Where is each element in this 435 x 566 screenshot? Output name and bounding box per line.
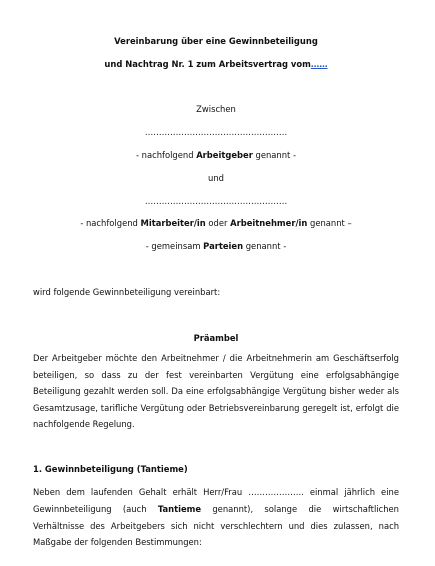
section-1-line-2-post: genannt), solange die wirtschaftlichen (201, 504, 399, 514)
preamble-line-2: beteiligen, so dass zu der fest vereinbarten Vergütung eine erfolgsabhängige (33, 370, 399, 380)
preamble-heading: Präambel (193, 333, 239, 343)
document-title (33, 36, 399, 47)
employee-placeholder (33, 196, 399, 207)
employer-dots: …………………………………………… (144, 127, 288, 137)
employee-suffix: genannt – (307, 218, 352, 228)
preamble-line-4: Gesamtzusage, tarifliche Vergütung oder Betriebsvereinbarung geregelt ist, erfolgt die (33, 403, 399, 413)
section-1-line-2-pre: Gewinnbeteiligung (auch (33, 504, 158, 514)
contract-date-link[interactable]: …… (310, 59, 328, 69)
employee-prefix: - nachfolgend (80, 218, 141, 228)
parties-term: Parteien (203, 241, 244, 251)
employer-designation (33, 150, 399, 161)
section-1-line-1: Neben dem laufenden Gehalt erhält Herr/Frau ……………….. einmal jährlich eine (33, 487, 399, 497)
employee-dots: …………………………………………… (144, 196, 288, 206)
employee-term-1: Mitarbeiter/in (140, 218, 206, 228)
preamble-line-1: Der Arbeitgeber möchte den Arbeitnehmer / die Arbeitnehmerin am Geschäftserfolg (33, 353, 399, 363)
title-line-2: und Nachtrag Nr. 1 zum Arbeitsvertrag vom (104, 59, 311, 69)
intro-text: wird folgende Gewinnbeteiligung vereinbart: (33, 287, 221, 297)
between-text: Zwischen (196, 104, 236, 114)
employee-term-2: Arbeitnehmer/in (230, 218, 308, 228)
section-1-heading: 1. Gewinnbeteiligung (Tantieme) (33, 464, 188, 474)
and-text: und (208, 173, 224, 183)
title-line-1: Vereinbarung über eine Gewinnbeteiligung (114, 36, 318, 46)
preamble-line-3: Beteiligung gezahlt werden soll. Da eine erfolgsabhängige Vergütung bisher weder als (33, 386, 399, 396)
preamble-line-5: nachfolgende Regelung. (33, 419, 135, 429)
employer-placeholder (33, 127, 399, 138)
employee-mid: oder (205, 218, 231, 228)
document-subtitle (33, 59, 399, 70)
employee-designation (33, 218, 399, 229)
employer-prefix: - nachfolgend (135, 150, 197, 160)
tantieme-term: Tantieme (157, 504, 202, 514)
section-1-line-2 (33, 504, 399, 515)
and-label (33, 173, 399, 184)
parties-prefix: - gemeinsam (145, 241, 204, 251)
between-label (33, 104, 399, 115)
parties-designation (33, 241, 399, 252)
employer-suffix: genannt - (252, 150, 296, 160)
parties-suffix: genannt - (243, 241, 287, 251)
section-1-line-3: Verhältnisse des Arbeitgebers sich nicht verschlechtern und dies zulassen, nach (33, 521, 399, 531)
employer-term: Arbeitgeber (196, 150, 253, 160)
section-1-line-4: Maßgabe der folgenden Bestimmungen: (33, 537, 202, 547)
